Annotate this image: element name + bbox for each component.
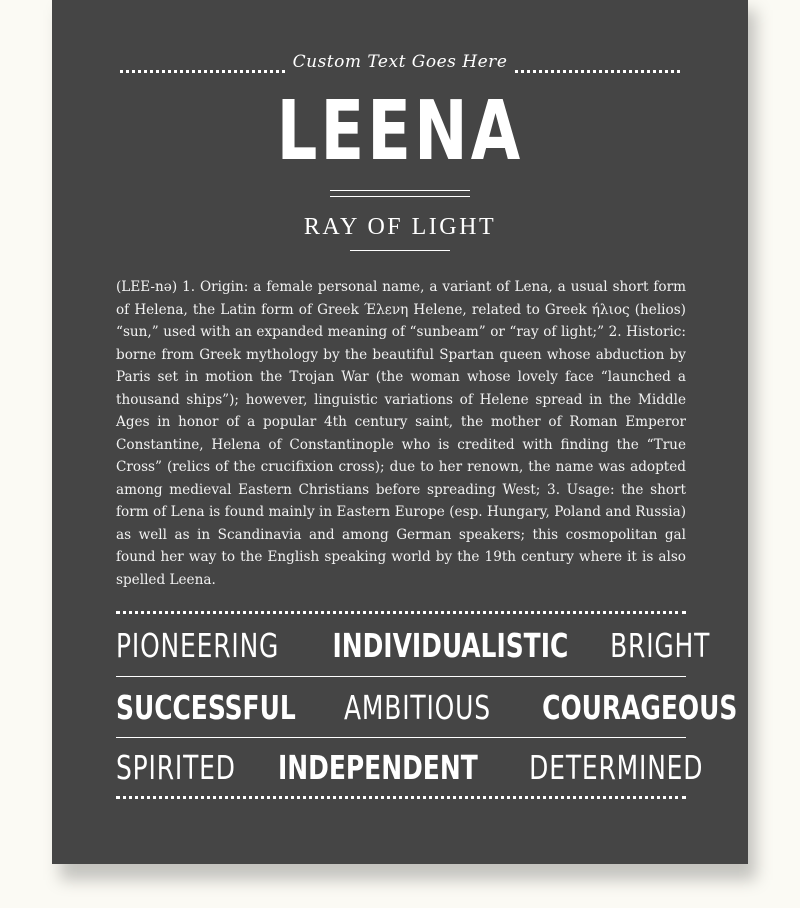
trait-word: DETERMINED	[529, 748, 704, 787]
traits-row-3	[116, 746, 704, 790]
title-underline-bottom	[330, 196, 470, 197]
traits-row-2	[116, 686, 738, 730]
traits-top-dotted-rule	[116, 611, 686, 614]
title-underline-top	[330, 190, 470, 191]
trait-word: INDEPENDENT	[277, 748, 478, 787]
trait-word: INDIVIDUALISTIC	[332, 626, 569, 665]
name-title: LEENA	[276, 84, 524, 179]
meaning-underline	[350, 250, 450, 251]
trait-word: SUCCESSFUL	[116, 688, 296, 727]
name-poster	[52, 0, 748, 864]
trait-word: BRIGHT	[610, 626, 711, 665]
trait-word: SPIRITED	[116, 748, 236, 787]
name-meaning: RAY OF LIGHT	[303, 214, 497, 240]
trait-word: PIONEERING	[116, 626, 280, 665]
traits-divider-1	[116, 676, 686, 677]
custom-text: Custom Text Goes Here	[292, 52, 508, 72]
traits-bottom-dotted-rule	[116, 796, 686, 799]
traits-row-1	[116, 624, 711, 668]
name-definition: (LEE-nə) 1. Origin: a female personal name, a variant of Lena, a usual short form of Helena, the Latin form of Greek Έλενη Helene, related to Greek ήλιος (helios) “sun,” used with an expanded meaning of “sunbeam” or “ray of light;” 2. Historic: borne from Greek mythology by the beautiful Spartan queen whose abduction by Paris set in motion the Trojan War (the woman whose lovely face “launched a thousand ships”); however, linguistic variations of Helene spread in the Middle Ages in honor of a popular 4th century saint, the mother of Roman Emperor Constantine, Helena of Constantinople who is credited with finding the “True Cross” (relics of the crucifixion cross); due to her renown, the name was adopted among medieval Eastern Christians before spreading West; 3. Usage: the short form of Lena is found mainly in Eastern Europe (esp. Hungary, Poland and Russia) as well as in Scandinavia and among German speakers; this cosmopolitan gal found her way to the English speaking world by the 19th century where it is also spelled Leena.	[116, 279, 686, 588]
traits-divider-2	[116, 737, 686, 738]
trait-word: AMBITIOUS	[343, 688, 491, 727]
trait-word: COURAGEOUS	[541, 688, 738, 727]
